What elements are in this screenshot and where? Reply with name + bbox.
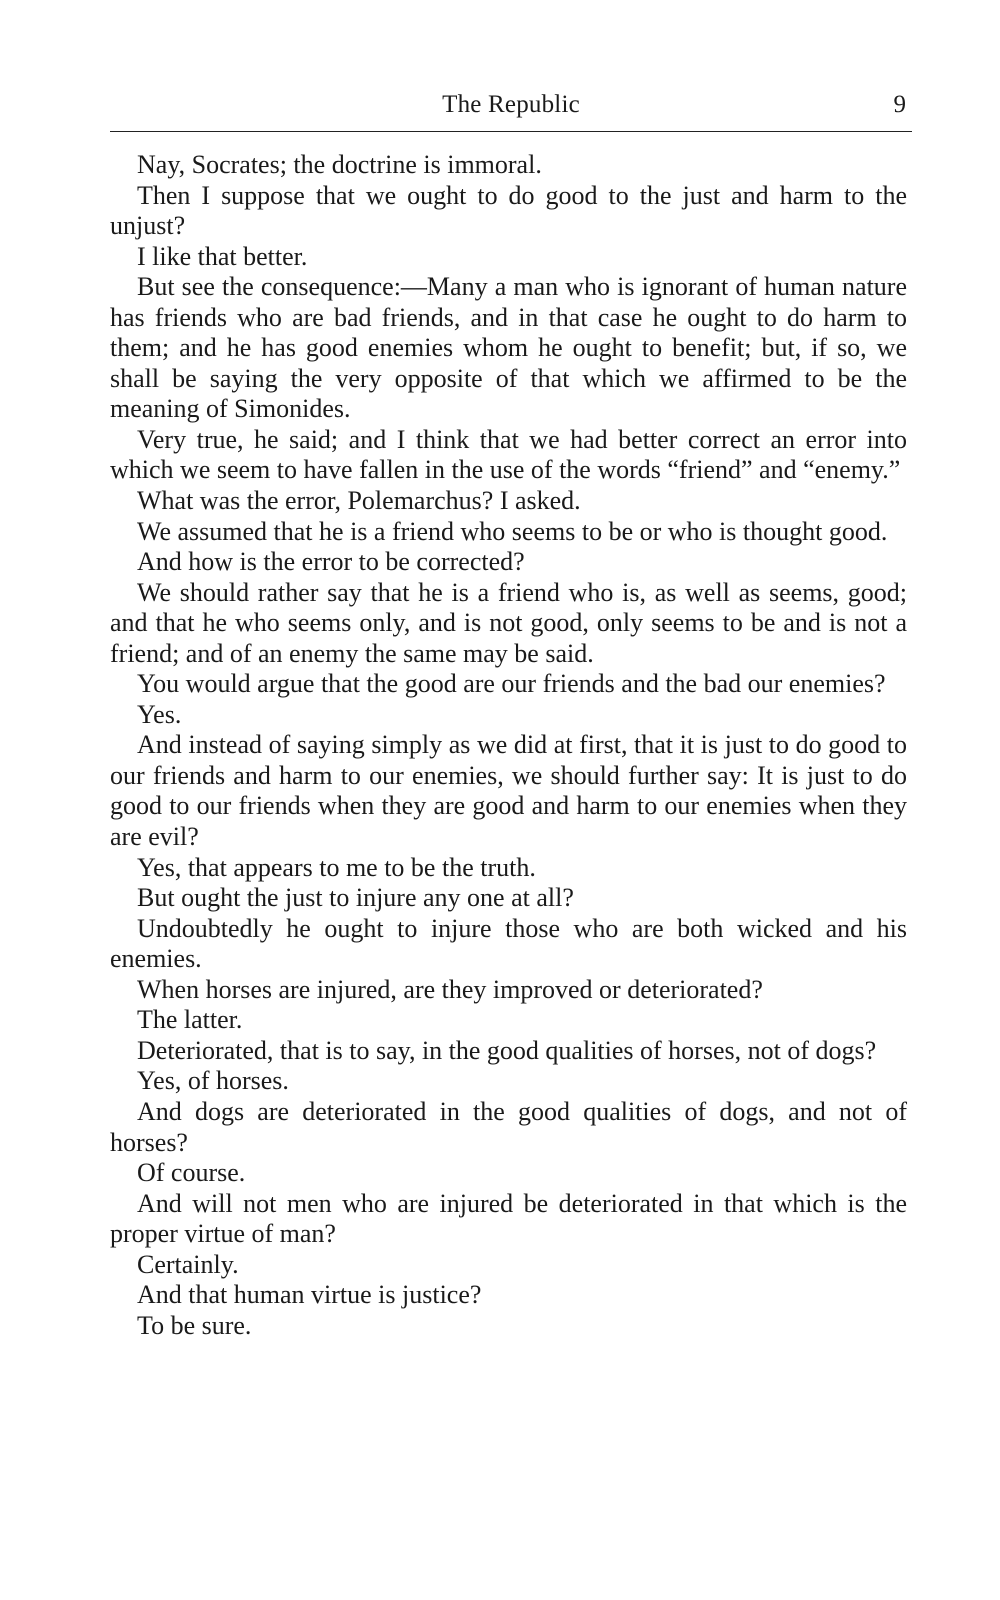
paragraph: Undoubtedly he ought to injure those who are both wicked and his enemies. <box>110 913 907 974</box>
paragraph: You would argue that the good are our friends and the bad our enemies? <box>137 669 886 699</box>
paragraph: I like that better. <box>137 241 308 271</box>
paragraph: But see the consequence:—Many a man who is ignorant of human nature has friends who are bad friends, and in that case he ought to do harm to them; and he has good enemies whom he ought to benefit; but, if so, we shall be saying the very opposite of that which we affirmed to be the meaning of Simonides. <box>110 272 907 424</box>
paragraph: Of course. <box>137 1158 246 1188</box>
running-head <box>110 91 912 125</box>
paragraph: Certainly. <box>137 1249 239 1279</box>
paragraph: And instead of saying simply as we did at first, that it is just to do good to our friends and harm to our enemies, we should further say: It is just to do good to our friends when they are good and harm to our enemies when they are evil? <box>110 730 907 852</box>
paragraph: Yes, that appears to me to be the truth. <box>137 852 536 882</box>
paragraph: And how is the error to be corrected? <box>137 547 525 577</box>
paragraph: And will not men who are injured be deteriorated in that which is the proper virtue of man? <box>110 1188 907 1249</box>
paragraph: Yes, of horses. <box>137 1066 289 1096</box>
paragraph: Then I suppose that we ought to do good to the just and harm to the unjust? <box>110 180 907 241</box>
paragraph: Very true, he said; and I think that we had better correct an error into which we seem to have fallen in the use of the words “friend” and “enemy.” <box>110 424 907 485</box>
running-title: The Republic <box>442 91 580 118</box>
body-text <box>110 150 907 1341</box>
paragraph: To be sure. <box>137 1310 252 1340</box>
paragraph: Nay, Socrates; the doctrine is immoral. <box>137 150 542 179</box>
paragraph: And that human virtue is justice? <box>137 1280 482 1310</box>
paragraph: What was the error, Polemarchus? I asked. <box>137 486 581 516</box>
paragraph: Yes. <box>137 699 182 729</box>
paragraph: When horses are injured, are they improved or deteriorated? <box>137 974 763 1004</box>
paragraph: We assumed that he is a friend who seems to be or who is thought good. <box>137 516 888 546</box>
page-number: 9 <box>893 91 906 118</box>
paragraph: We should rather say that he is a friend who is, as well as seems, good; and that he who seems only, and is not good, only seems to be and is not a friend; and of an enemy the same may be said. <box>110 577 907 668</box>
paragraph: The latter. <box>137 1005 243 1035</box>
paragraph: And dogs are deteriorated in the good qualities of dogs, and not of horses? <box>110 1096 907 1157</box>
paragraph: But ought the just to injure any one at all? <box>137 883 574 913</box>
paragraph: Deteriorated, that is to say, in the good qualities of horses, not of dogs? <box>137 1035 877 1065</box>
header-rule <box>110 131 912 132</box>
